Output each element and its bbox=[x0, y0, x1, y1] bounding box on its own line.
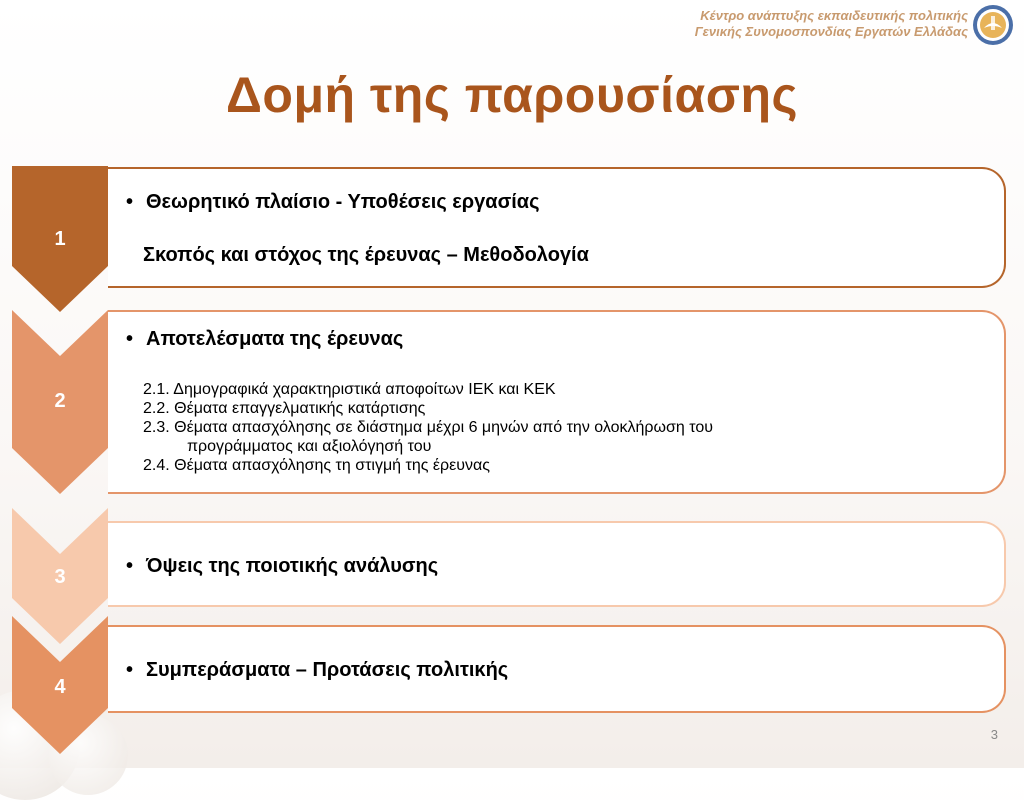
step-2-item: 2.3. Θέματα απασχόλησης σε διάστημα μέχρι 6 μηνών από την ολοκλήρωση του bbox=[143, 419, 713, 436]
page-number: 3 bbox=[990, 727, 998, 742]
organization-line-2: Γενικής Συνομοσπονδίας Εργατών Ελλάδας bbox=[694, 24, 968, 39]
step-3-heading-text: Όψεις της ποιοτικής ανάλυσης bbox=[146, 555, 439, 577]
organization-name bbox=[695, 8, 968, 40]
step-2-item-continuation: προγράμματος και αξιολόγησή του bbox=[187, 438, 432, 455]
step-1-number: 1 bbox=[54, 228, 66, 250]
bullet-icon: • bbox=[126, 659, 134, 681]
step-1-box bbox=[108, 167, 1006, 288]
step-4-heading bbox=[126, 659, 508, 682]
step-4-number: 4 bbox=[54, 676, 66, 698]
step-2-heading bbox=[126, 328, 403, 351]
bullet-icon: • bbox=[126, 328, 134, 350]
step-4-box bbox=[108, 625, 1006, 713]
step-3-box bbox=[108, 521, 1006, 607]
bullet-icon: • bbox=[126, 191, 134, 213]
step-4-heading-text: Συμπεράσματα – Προτάσεις πολιτικής bbox=[146, 659, 509, 681]
step-2-item: 2.1. Δημογραφικά χαρακτηριστικά αποφοίτων ΙΕΚ και ΚΕΚ bbox=[143, 381, 556, 398]
organization-line-1: Κέντρο ανάπτυξης εκπαιδευτικής πολιτικής bbox=[700, 8, 968, 23]
organization-seal-icon bbox=[972, 4, 1014, 46]
step-1-heading-text: Θεωρητικό πλαίσιο - Υποθέσεις εργασίας bbox=[146, 191, 540, 213]
step-2-item: 2.4. Θέματα απασχόλησης τη στιγμή της έρευνας bbox=[143, 457, 490, 474]
bullet-icon: • bbox=[126, 555, 134, 577]
step-3-heading bbox=[126, 555, 438, 578]
step-2-item: 2.2. Θέματα επαγγελματικής κατάρτισης bbox=[143, 400, 426, 417]
page-title: Δομή της παρουσίασης bbox=[225, 67, 799, 123]
step-3-number: 3 bbox=[54, 566, 66, 588]
step-2-heading-text: Αποτελέσματα της έρευνας bbox=[146, 328, 404, 350]
step-2-box bbox=[108, 310, 1006, 494]
step-1-heading bbox=[126, 191, 540, 214]
step-2-items bbox=[143, 380, 713, 475]
step-2-number: 2 bbox=[54, 390, 66, 412]
step-1-subheading: Σκοπός και στόχος της έρευνας – Μεθοδολογία bbox=[143, 244, 589, 266]
